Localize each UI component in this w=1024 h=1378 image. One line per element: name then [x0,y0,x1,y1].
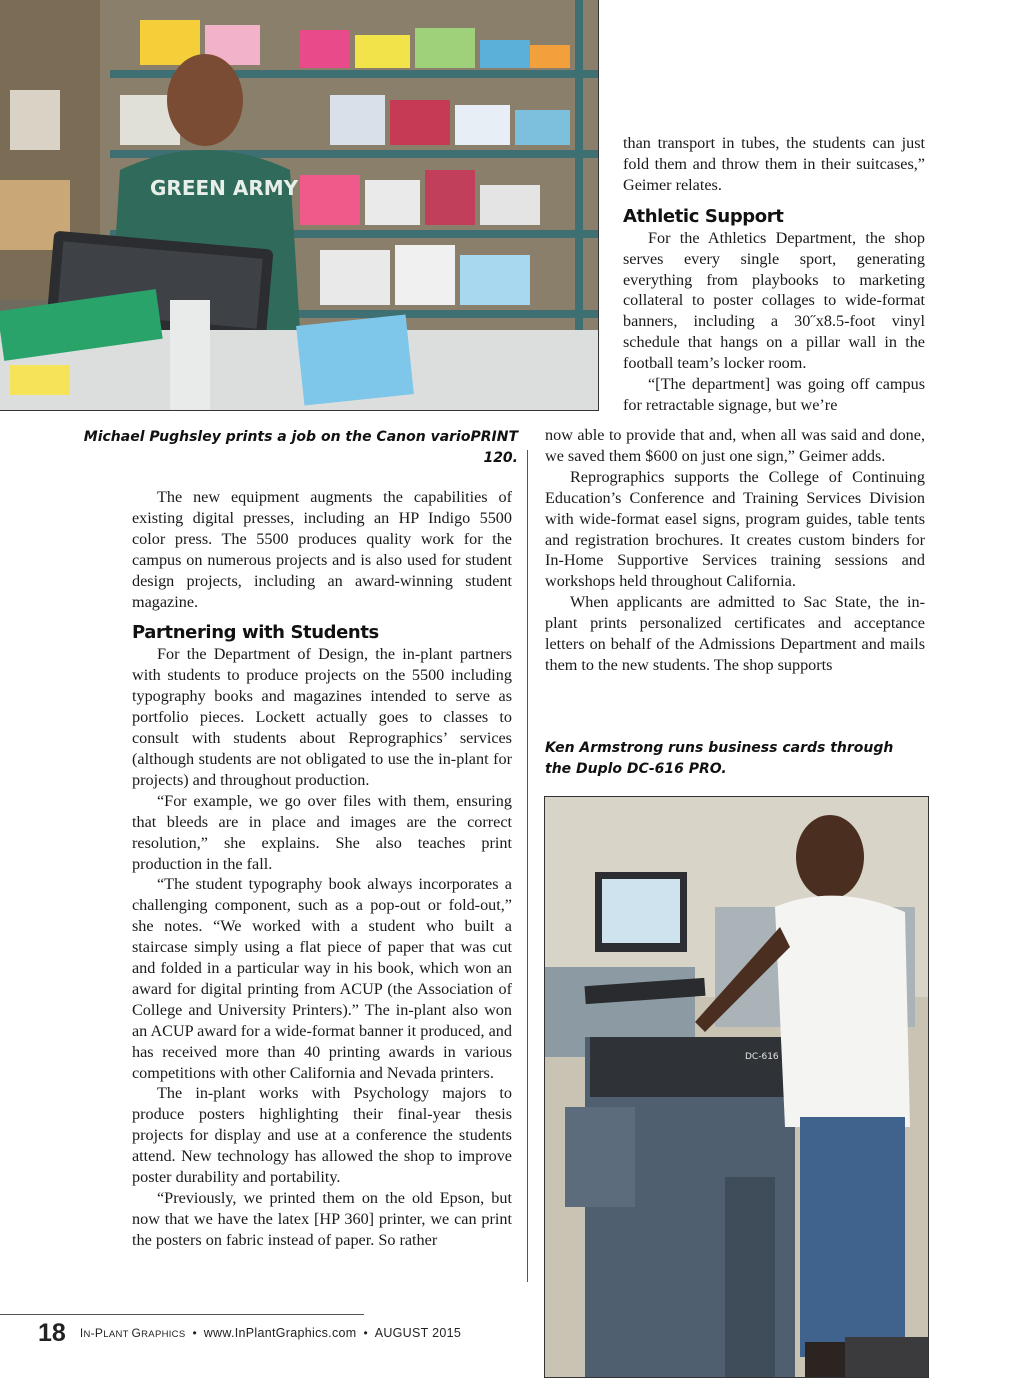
publication-name-part: RAPHICS [141,1329,186,1340]
column-divider [527,450,528,1282]
caption-bottom [545,738,925,780]
column-right-middle [545,425,925,676]
paragraph: “Previously, we printed them on the old Epson, but now that we have the latex [HP 360] printer, we can print the posters on fabric instead of paper. So rather [132,1189,512,1249]
publication-name-part: LANT [103,1329,132,1340]
photo-pughsley [0,0,599,411]
website-link[interactable]: www.InPlantGraphics.com [203,1326,357,1340]
bullet-separator: • [192,1326,197,1340]
subhead-partnering-with-students: Partnering with Students [132,622,379,644]
paragraph: The in-plant works with Psychology majors to produce posters highlighting their final-year thesis projects for display and use at a conference the students attend. New technology has allowed the shop to improve poster durability and portability. [132,1084,512,1187]
footer-rule [0,1314,364,1315]
paragraph: For the Department of Design, the in-plant partners with students to produce projects on the 5500 including typography books and magazines intended to serve as portfolio pieces. Lockett actually goes to classes to consult with students about Reprographics’ services (although students are not obligated to use the in-plant for projects) and throughout production. [132,645,512,789]
caption-top: Michael Pughsley prints a job on the Canon varioPRINT 120. [83,429,518,466]
paragraph: The new equipment augments the capabilities of existing digital presses, including an HP Indigo 5500 color press. The 5500 produces quality work for the campus on numerous projects and is also used for student design projects, including an award-winning student magazine. [132,488,512,611]
photo-armstrong-illustration [545,797,928,1377]
publication-name-part: G [131,1326,142,1340]
paragraph: than transport in tubes, the students can just fold them and throw them in their suitcases,” Geimer relates. [623,134,925,194]
paragraph: For the Athletics Department, the shop serves every single sport, generating everything from playbooks to marketing collateral to poster collages to wide-format banners, including a 30˝x8.5-foot vinyl schedule that hangs on a pillar wall in the football team’s locker room. [623,228,925,373]
paragraph: When applicants are admitted to Sac State, the in-plant prints personalized certificates and acceptance letters on behalf of the Admissions Department and mails them to the new students. The shop supports [545,593,925,674]
publication-name [80,1326,186,1340]
publication-name-part: N [83,1329,91,1340]
page-number: 18 [38,1318,66,1347]
paragraph: “The student typography book always incorporates a challenging component, such as a pop-out or fold-out,” she notes. “We worked with a student who built a staircase simply using a flat piece of paper that was cut and folded in a particular way in his book, which won an award for digital printing from ACUP (the Association of College and University Printers).” The in-plant also won an ACUP award for a wide-format banner it produced, and has received more than 40 printing awards in various competitions with other California and Nevada printers. [132,875,512,1082]
shirt-text: GREEN ARMY [150,176,299,200]
publication-name-part: P [94,1326,104,1340]
machine-badge: DC-616 [745,1052,779,1062]
column-left [132,487,512,1251]
paragraph: “[The department] was going off campus for retractable signage, but we’re [623,375,925,414]
paragraph: Reprographics supports the College of Continuing Education’s Conference and Training Services Division with wide-format easel signs, program guides, table tents and registration brochures. It creates custom binders for In-Home Supportive Services training sessions and workshops held throughout California. [545,467,925,591]
paragraph: “For example, we go over files with them, ensuring that bleeds are in place and images are the correct resolution,” she explains. She also teaches print production in the fall. [132,791,512,873]
issue-date: AUGUST 2015 [374,1326,462,1340]
paragraph: now able to provide that and, when all was said and done, we saved them $600 on just one sign,” Geimer adds. [545,426,925,465]
publication-name-part: - [90,1326,95,1340]
caption-bottom-line: Ken Armstrong runs business cards through [545,740,894,756]
publication-name-part: I [79,1326,84,1340]
caption-bottom-line: the Duplo DC-616 PRO. [545,761,727,777]
subhead-athletic-support: Athletic Support [623,205,784,227]
photo-armstrong [544,796,929,1378]
photo-pughsley-illustration [0,0,598,410]
bullet-separator: • [363,1326,368,1340]
page-footer [38,1318,538,1348]
column-right-upper [623,133,925,416]
